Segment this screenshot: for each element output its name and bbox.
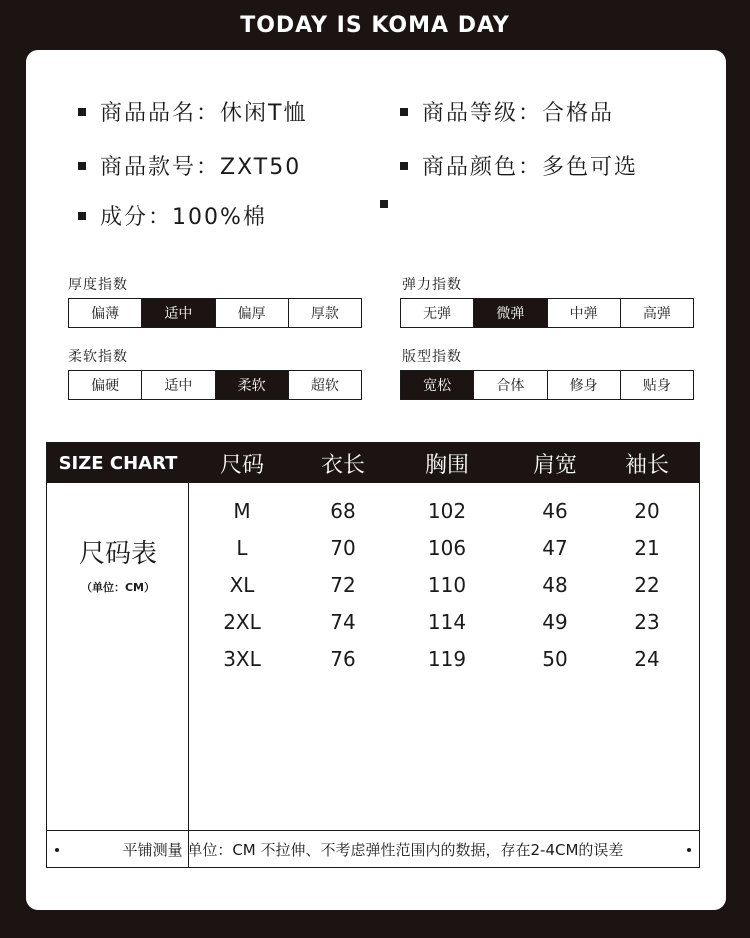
bullet-icon xyxy=(400,108,408,116)
elasticity-option: 高弹 xyxy=(642,306,671,322)
info-card xyxy=(26,50,726,910)
size-chart-label: SIZE CHART xyxy=(58,452,178,474)
sleeve-cell: 22 xyxy=(634,573,660,597)
softness-option-selected: 柔软 xyxy=(216,371,289,399)
softness-label: 柔软指数 xyxy=(68,349,128,365)
product-grade-text: 商品等级：合格品 xyxy=(422,101,615,126)
size-cell: M xyxy=(233,499,251,523)
product-empty-item xyxy=(380,200,402,208)
thickness-option-selected: 适中 xyxy=(142,299,215,327)
size-chart-table xyxy=(46,442,700,868)
product-style-no xyxy=(78,150,301,181)
size-cell: 3XL xyxy=(223,647,261,671)
column-header: 衣长 xyxy=(320,452,365,478)
length-cell: 68 xyxy=(330,499,356,523)
fit-option: 合体 xyxy=(474,371,547,399)
thickness-option: 偏薄 xyxy=(69,299,142,327)
elasticity-index xyxy=(400,298,694,328)
column-header: 尺码 xyxy=(219,452,264,478)
product-style-no-text: 商品款号：ZXT50 xyxy=(100,155,302,180)
shoulder-cell: 46 xyxy=(542,499,568,523)
shoulder-cell: 50 xyxy=(542,647,568,671)
product-grade xyxy=(400,96,614,127)
chest-cell: 102 xyxy=(427,499,467,523)
softness-index xyxy=(68,370,362,400)
chest-cell: 119 xyxy=(427,647,467,671)
sleeve-cell: 20 xyxy=(634,499,660,523)
elasticity-label: 弹力指数 xyxy=(402,277,462,293)
measurement-note-text: 平铺测量 单位：CM 不拉伸、不考虑弹性范围内的数据，存在2-4CM的误差 xyxy=(122,840,624,859)
product-color xyxy=(400,150,638,181)
chest-cell: 114 xyxy=(427,610,467,634)
header-title: TODAY IS KOMA DAY xyxy=(240,12,510,38)
length-cell: 74 xyxy=(330,610,356,634)
size-chart-unit: （单位：CM） xyxy=(80,581,156,594)
size-cell: 2XL xyxy=(223,610,261,634)
softness-option: 偏硬 xyxy=(69,371,142,399)
bullet-icon xyxy=(400,162,408,170)
length-cell: 70 xyxy=(330,536,356,560)
fit-option: 修身 xyxy=(548,371,621,399)
shoulder-cell: 48 xyxy=(542,573,568,597)
column-header: 肩宽 xyxy=(532,452,577,478)
product-name-text: 商品品名：休闲T恤 xyxy=(100,101,308,126)
size-chart-title: 尺码表 xyxy=(78,539,157,569)
size-cell: XL xyxy=(229,573,255,597)
elasticity-option-selected: 微弹 xyxy=(474,299,547,327)
fit-option: 贴身 xyxy=(642,378,671,394)
bullet-icon xyxy=(78,212,86,220)
length-cell: 76 xyxy=(330,647,356,671)
chest-cell: 106 xyxy=(427,536,467,560)
product-color-text: 商品颜色：多色可选 xyxy=(422,155,639,180)
product-material-text: 成分：100%棉 xyxy=(100,205,267,230)
bullet-icon xyxy=(380,200,388,208)
size-cell: L xyxy=(236,536,248,560)
bullet-icon xyxy=(78,108,86,116)
dot-icon xyxy=(55,848,59,852)
product-material xyxy=(78,200,267,231)
softness-option: 超软 xyxy=(310,378,339,394)
fit-index xyxy=(400,370,694,400)
shoulder-cell: 49 xyxy=(542,610,568,634)
thickness-label: 厚度指数 xyxy=(68,277,128,293)
elasticity-option: 无弹 xyxy=(401,299,474,327)
length-cell: 72 xyxy=(330,573,356,597)
elasticity-option: 中弹 xyxy=(548,299,621,327)
page-header xyxy=(0,0,750,50)
column-header: 袖长 xyxy=(624,452,669,478)
size-chart-header xyxy=(47,443,699,483)
thickness-option: 厚款 xyxy=(310,306,339,322)
dot-icon xyxy=(687,848,691,852)
shoulder-cell: 47 xyxy=(542,536,568,560)
size-chart-left-cell xyxy=(47,483,189,867)
sleeve-cell: 23 xyxy=(634,610,660,634)
fit-label: 版型指数 xyxy=(402,349,462,365)
chest-cell: 110 xyxy=(427,573,467,597)
product-name xyxy=(78,96,307,127)
measurement-note xyxy=(46,830,700,868)
thickness-index xyxy=(68,298,362,328)
thickness-option: 偏厚 xyxy=(216,299,289,327)
column-header: 胸围 xyxy=(424,452,469,478)
sleeve-cell: 24 xyxy=(634,647,660,671)
softness-option: 适中 xyxy=(142,371,215,399)
bullet-icon xyxy=(78,162,86,170)
fit-option-selected: 宽松 xyxy=(401,371,474,399)
sleeve-cell: 21 xyxy=(634,536,660,560)
